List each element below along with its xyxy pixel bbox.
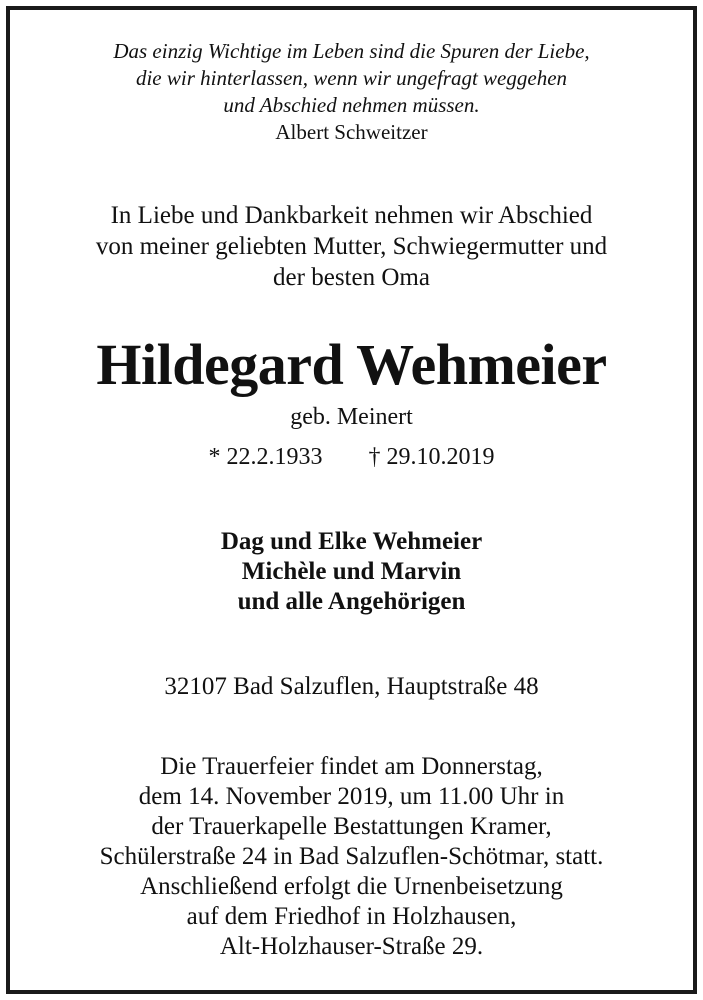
intro-text <box>0 200 703 293</box>
family-line: Dag und Elke Wehmeier <box>220 528 483 555</box>
ceremony-line: Die Trauerfeier findet am Donnerstag, <box>160 753 543 780</box>
ceremony-info <box>0 752 703 962</box>
birth-date: * 22.2.1933 <box>208 444 323 470</box>
death-date: † 29.10.2019 <box>368 444 495 470</box>
quote-author: Albert Schweitzer <box>275 120 428 144</box>
deceased-name: Hildegard Wehmeier <box>96 332 607 397</box>
intro-line: von meiner geliebten Mutter, Schwiegermutter und <box>95 233 608 260</box>
family-line: und alle Angehörigen <box>237 588 466 615</box>
quote-line: Das einzig Wichtige im Leben sind die Spuren der Liebe, <box>113 39 590 63</box>
ceremony-line: Alt-Holzhauser-Straße 29. <box>219 933 484 960</box>
intro-line: In Liebe und Dankbarkeit nehmen wir Abschied <box>110 202 593 229</box>
ceremony-line: der Trauerkapelle Bestattungen Kramer, <box>151 813 552 840</box>
ceremony-line: auf dem Friedhof in Holzhausen, <box>186 903 517 930</box>
maiden-name: geb. Meinert <box>290 404 413 430</box>
quote-block <box>0 38 703 146</box>
quote-line: die wir hinterlassen, wenn wir ungefragt weggehen <box>135 66 568 90</box>
intro-line: der besten Oma <box>273 264 430 291</box>
quote-line: und Abschied nehmen müssen. <box>223 93 480 117</box>
family-line: Michèle und Marvin <box>241 558 462 585</box>
family-address: 32107 Bad Salzuflen, Hauptstraße 48 <box>164 673 539 700</box>
ceremony-line: Schülerstraße 24 in Bad Salzuflen-Schötmar, statt. <box>99 843 604 870</box>
ceremony-line: Anschließend erfolgt die Urnenbeisetzung <box>140 873 563 900</box>
mourning-family <box>0 527 703 617</box>
life-dates <box>0 442 703 472</box>
ceremony-line: dem 14. November 2019, um 11.00 Uhr in <box>138 783 565 810</box>
